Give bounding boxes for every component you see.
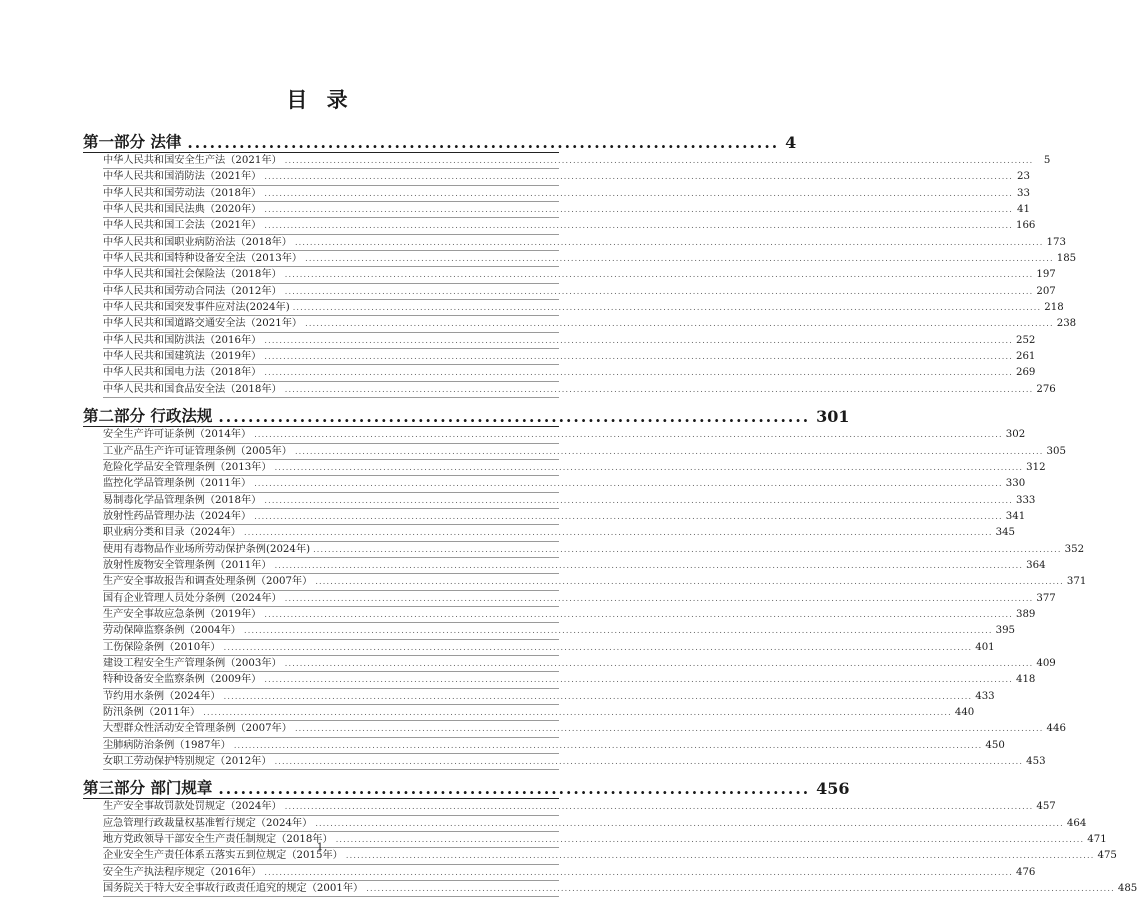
toc-entry-label: 生产安全事故罚款处罚规定（2024年） xyxy=(103,801,282,813)
dot-leader: ........................................................................................................................................................................................................ xyxy=(315,818,1064,828)
toc-entry-page: 312 xyxy=(1026,461,1046,473)
toc-entry-label: 国务院关于特大安全事故行政责任追究的规定（2001年） xyxy=(103,883,364,895)
dot-leader: ................................................................................ xyxy=(187,132,780,152)
dot-leader: ........................................................................................................................................................................................................ xyxy=(264,675,1013,685)
toc-entry[interactable] xyxy=(103,689,995,705)
dot-leader: ........................................................................................................................................................................................................ xyxy=(223,691,973,701)
dot-leader: ........................................................................................................................................................................................................ xyxy=(274,560,1024,570)
toc-entry-label: 职业病分类和目录（2024年） xyxy=(103,527,241,539)
toc-entry[interactable] xyxy=(103,574,1087,590)
toc-entry-page: 364 xyxy=(1026,559,1046,571)
toc-entry-page: 446 xyxy=(1046,723,1066,735)
dot-leader: ........................................................................................................................................................................................................ xyxy=(284,802,1034,812)
toc-entry-page: 352 xyxy=(1064,543,1085,555)
toc-part-heading[interactable] xyxy=(83,400,850,427)
toc-entry-label: 节约用水条例（2024年） xyxy=(103,690,221,702)
toc-entry-page: 5 xyxy=(1043,155,1051,166)
toc-entry-label: 国有企业管理人员处分条例（2024年） xyxy=(103,592,282,604)
toc-entry-label: 中华人民共和国劳动合同法（2012年） xyxy=(103,285,282,297)
page-title: 目 录 xyxy=(286,87,354,112)
dot-leader: ........................................................................................................................................................................................................ xyxy=(284,384,1034,394)
toc-entry-label: 尘肺病防治条例（1987年） xyxy=(103,739,231,751)
toc-entry-label: 地方党政领导干部安全生产责任制规定（2018年） xyxy=(103,834,333,846)
dot-leader: ........................................................................................................................................................................................................ xyxy=(264,221,1013,231)
toc-entry-page: 471 xyxy=(1087,834,1107,846)
toc-entry[interactable] xyxy=(103,672,1036,688)
toc-entry-page: 185 xyxy=(1056,253,1077,265)
toc-entry-page: 440 xyxy=(954,707,975,718)
toc-part-page: 456 xyxy=(816,779,850,799)
toc-entry-label: 中华人民共和国劳动法（2018年） xyxy=(103,187,262,199)
toc-entry-page: 276 xyxy=(1036,383,1056,395)
toc-entry-page: 330 xyxy=(1005,478,1026,490)
dot-leader: ........................................................................................................................................................................................................ xyxy=(274,462,1024,472)
toc-entry-label: 监控化学品管理条例（2011年） xyxy=(103,478,252,490)
toc-entry-page: 207 xyxy=(1036,285,1056,297)
toc-entry-page: 305 xyxy=(1046,445,1066,457)
dot-leader: ........................................................................................................................................................................................................ xyxy=(254,430,1003,440)
toc-entry[interactable] xyxy=(103,607,1036,623)
toc-entry-label: 女职工劳动保护特别规定（2012年） xyxy=(103,756,272,768)
dot-leader: ........................................................................................................................................................................................................ xyxy=(294,237,1044,247)
toc-entry[interactable] xyxy=(103,427,1026,443)
toc-entry-page: 33 xyxy=(1017,187,1030,199)
toc-part-heading[interactable] xyxy=(83,772,850,799)
toc-entry-list xyxy=(83,427,1087,770)
toc-entry[interactable] xyxy=(103,169,1030,185)
toc-entry-label: 中华人民共和国工会法（2021年） xyxy=(103,220,262,232)
toc-entry-label: 中华人民共和国食品安全法（2018年） xyxy=(103,383,282,395)
dot-leader: ........................................................................................................................................................................................................ xyxy=(264,205,1013,215)
toc-entry-page: 395 xyxy=(995,625,1016,637)
toc-entry-page: 450 xyxy=(985,739,1005,751)
dot-leader: ........................................................................................................................................................................................................ xyxy=(264,495,1013,505)
toc-part-label: 第三部分 部门规章 xyxy=(83,778,213,798)
toc-entry-page: 377 xyxy=(1036,592,1056,604)
toc-entry-label: 工业产品生产许可证管理条例（2005年） xyxy=(103,445,292,457)
toc-entry[interactable] xyxy=(103,542,1085,558)
toc-entry[interactable] xyxy=(103,316,1077,332)
dot-leader: ........................................................................................................................................................................................................ xyxy=(305,319,1054,329)
toc-entry-label: 中华人民共和国安全生产法（2021年） xyxy=(103,155,282,166)
toc-entry-page: 302 xyxy=(1005,429,1026,441)
toc-entry[interactable] xyxy=(103,382,1056,398)
toc-entry[interactable] xyxy=(103,623,1016,639)
dot-leader: ........................................................................................................................................................................................................ xyxy=(264,352,1013,362)
dot-leader: ........................................................................................................................................................................................................ xyxy=(335,835,1085,845)
toc-part-page: 4 xyxy=(785,133,797,152)
toc-entry[interactable] xyxy=(103,186,1030,202)
toc-entry[interactable] xyxy=(103,333,1036,349)
dot-leader: ........................................................................................................................................................................................................ xyxy=(345,851,1095,861)
toc-entry[interactable] xyxy=(103,525,1016,541)
toc-entry-label: 防汛条例（2011年） xyxy=(103,707,201,718)
toc-entry[interactable] xyxy=(103,816,1087,832)
toc-entry-label: 放射性废物安全管理条例（2011年） xyxy=(103,559,272,571)
dot-leader: ........................................................................................................................................................................................................ xyxy=(284,593,1034,603)
toc-part-section xyxy=(83,772,1137,897)
dot-leader: ........................................................................................................................................................................................................ xyxy=(244,626,993,636)
dot-leader: ........................................................................................................................................................................................................ xyxy=(264,867,1013,877)
toc-entry-label: 特种设备安全监察条例（2009年） xyxy=(103,674,262,686)
dot-leader: ........................................................................................................................................................................................................ xyxy=(305,254,1054,264)
page-number: 1 xyxy=(316,842,324,853)
toc-entry-page: 333 xyxy=(1015,494,1036,506)
toc-entry[interactable] xyxy=(103,799,1056,815)
toc-entry[interactable] xyxy=(103,349,1036,365)
toc-entry-page: 485 xyxy=(1117,883,1137,895)
dot-leader: ................................................................................ xyxy=(218,406,811,426)
toc-entry-page: 433 xyxy=(975,690,995,702)
toc-part-label: 第一部分 法律 xyxy=(83,132,182,151)
toc-entry-page: 345 xyxy=(995,527,1016,539)
toc-entry-label: 中华人民共和国电力法（2018年） xyxy=(103,367,262,379)
toc-entry-label: 中华人民共和国道路交通安全法（2021年） xyxy=(103,318,303,330)
toc-entry-page: 261 xyxy=(1015,351,1036,363)
toc-entry-page: 238 xyxy=(1056,318,1077,330)
toc-entry-label: 中华人民共和国民法典（2020年） xyxy=(103,204,262,216)
dot-leader: ........................................................................................................................................................................................................ xyxy=(203,708,952,717)
toc-entry[interactable] xyxy=(103,300,1064,316)
dot-leader: ........................................................................................................................................................................................................ xyxy=(284,270,1034,280)
toc-entry-page: 475 xyxy=(1097,850,1117,862)
toc-entry[interactable] xyxy=(103,721,1066,737)
toc-entry[interactable] xyxy=(103,476,1026,492)
toc-entry-label: 放射性药品管理办法（2024年） xyxy=(103,510,252,522)
toc-part-page: 301 xyxy=(816,407,850,427)
toc-entry-label: 中华人民共和国特种设备安全法（2013年） xyxy=(103,253,303,265)
dot-leader: ........................................................................................................................................................................................................ xyxy=(284,156,1034,165)
toc-entry[interactable] xyxy=(103,558,1046,574)
toc-entry[interactable] xyxy=(103,153,1051,169)
toc-entry-page: 453 xyxy=(1026,756,1046,768)
toc-entry-page: 269 xyxy=(1015,367,1036,379)
toc-entry[interactable] xyxy=(103,444,1066,460)
dot-leader: ........................................................................................................................................................................................................ xyxy=(254,479,1003,489)
dot-leader: ........................................................................................................................................................................................................ xyxy=(254,511,1003,521)
toc-entry[interactable] xyxy=(103,493,1036,509)
table-of-contents xyxy=(83,124,1137,897)
toc-entry-page: 23 xyxy=(1017,171,1030,183)
toc-entry[interactable] xyxy=(103,705,975,721)
dot-leader: ........................................................................................................................................................................................................ xyxy=(294,724,1044,734)
toc-entry-label: 使用有毒物品作业场所劳动保护条例(2024年) xyxy=(103,543,311,555)
toc-entry-page: 389 xyxy=(1015,608,1036,620)
dot-leader: ........................................................................................................................................................................................................ xyxy=(233,740,983,750)
toc-entry[interactable] xyxy=(103,640,995,656)
toc-entry-label: 中华人民共和国社会保险法（2018年） xyxy=(103,269,282,281)
toc-entry-label: 建设工程安全生产管理条例（2003年） xyxy=(103,657,282,669)
dot-leader: ........................................................................................................................................................................................................ xyxy=(315,577,1064,587)
dot-leader: ........................................................................................................................................................................................................ xyxy=(294,446,1044,456)
toc-entry[interactable] xyxy=(103,365,1036,381)
dot-leader: ........................................................................................................................................................................................................ xyxy=(313,544,1062,554)
toc-entry-page: 218 xyxy=(1044,302,1064,314)
toc-entry[interactable] xyxy=(103,754,1046,770)
toc-entry-page: 341 xyxy=(1005,510,1026,522)
dot-leader: ........................................................................................................................................................................................................ xyxy=(244,528,993,538)
dot-leader: ........................................................................................................................................................................................................ xyxy=(264,609,1013,619)
toc-part-section xyxy=(83,400,1087,770)
toc-entry-page: 401 xyxy=(975,641,995,653)
toc-part-label: 第二部分 行政法规 xyxy=(83,406,213,426)
toc-entry-label: 生产安全事故应急条例（2019年） xyxy=(103,608,262,620)
toc-part-section xyxy=(83,126,1077,398)
toc-entry-label: 中华人民共和国建筑法（2019年） xyxy=(103,351,262,363)
dot-leader: ........................................................................................................................................................................................................ xyxy=(264,335,1013,345)
dot-leader: ........................................................................................................................................................................................................ xyxy=(284,658,1034,668)
toc-entry-page: 464 xyxy=(1066,817,1087,829)
toc-entry-label: 安全生产执法程序规定（2016年） xyxy=(103,866,262,878)
toc-entry-page: 252 xyxy=(1015,334,1036,346)
dot-leader: ........................................................................................................................................................................................................ xyxy=(264,368,1013,378)
toc-entry[interactable] xyxy=(103,591,1056,607)
toc-entry[interactable] xyxy=(103,202,1030,218)
dot-leader: ................................................................................ xyxy=(218,778,811,798)
toc-entry-page: 371 xyxy=(1066,576,1087,588)
toc-entry[interactable] xyxy=(103,881,1137,897)
dot-leader: ........................................................................................................................................................................................................ xyxy=(264,172,1013,182)
toc-entry-label: 工伤保险条例（2010年） xyxy=(103,641,221,653)
toc-entry-label: 危险化学品安全管理条例（2013年） xyxy=(103,461,272,473)
toc-entry-page: 418 xyxy=(1015,674,1036,686)
toc-entry-page: 409 xyxy=(1036,657,1056,669)
toc-entry-label: 大型群众性活动安全管理条例（2007年） xyxy=(103,723,292,735)
toc-entry[interactable] xyxy=(103,865,1036,881)
toc-part-heading[interactable] xyxy=(83,126,797,153)
toc-entry-label: 劳动保障监察条例（2004年） xyxy=(103,625,241,637)
toc-entry[interactable] xyxy=(103,509,1026,525)
toc-entry-label: 中华人民共和国职业病防治法（2018年） xyxy=(103,236,292,248)
toc-entry-page: 476 xyxy=(1015,866,1036,878)
toc-entry-label: 中华人民共和国消防法（2021年） xyxy=(103,171,262,183)
dot-leader: ........................................................................................................................................................................................................ xyxy=(223,642,973,652)
toc-entry[interactable] xyxy=(103,251,1077,267)
toc-entry-label: 生产安全事故报告和调查处理条例（2007年） xyxy=(103,576,313,588)
toc-entry-page: 41 xyxy=(1017,204,1030,216)
toc-entry[interactable] xyxy=(103,738,1005,754)
toc-entry[interactable] xyxy=(103,235,1066,251)
dot-leader: ........................................................................................................................................................................................................ xyxy=(292,303,1042,313)
toc-entry[interactable] xyxy=(103,267,1056,283)
toc-entry-label: 易制毒化学品管理条例（2018年） xyxy=(103,494,262,506)
dot-leader: ........................................................................................................................................................................................................ xyxy=(274,757,1024,767)
dot-leader: ........................................................................................................................................................................................................ xyxy=(264,188,1013,198)
dot-leader: ........................................................................................................................................................................................................ xyxy=(284,286,1034,296)
toc-entry[interactable] xyxy=(103,284,1056,300)
toc-entry-page: 173 xyxy=(1046,236,1066,248)
toc-entry[interactable] xyxy=(103,656,1056,672)
toc-entry-page: 457 xyxy=(1036,801,1056,813)
toc-entry-label: 中华人民共和国突发事件应对法(2024年) xyxy=(103,302,290,314)
toc-entry-label: 应急管理行政裁量权基准暂行规定（2024年） xyxy=(103,817,313,829)
toc-entry-label: 企业安全生产责任体系五落实五到位规定（2015年） xyxy=(103,850,343,862)
toc-entry-label: 安全生产许可证条例（2014年） xyxy=(103,429,252,441)
toc-entry-page: 197 xyxy=(1036,269,1056,281)
toc-entry-label: 中华人民共和国防洪法（2016年） xyxy=(103,334,262,346)
toc-entry[interactable] xyxy=(103,460,1046,476)
toc-entry[interactable] xyxy=(103,218,1036,234)
dot-leader: ........................................................................................................................................................................................................ xyxy=(366,884,1115,894)
toc-entry-page: 166 xyxy=(1015,220,1036,232)
toc-entry-list xyxy=(83,153,1077,398)
